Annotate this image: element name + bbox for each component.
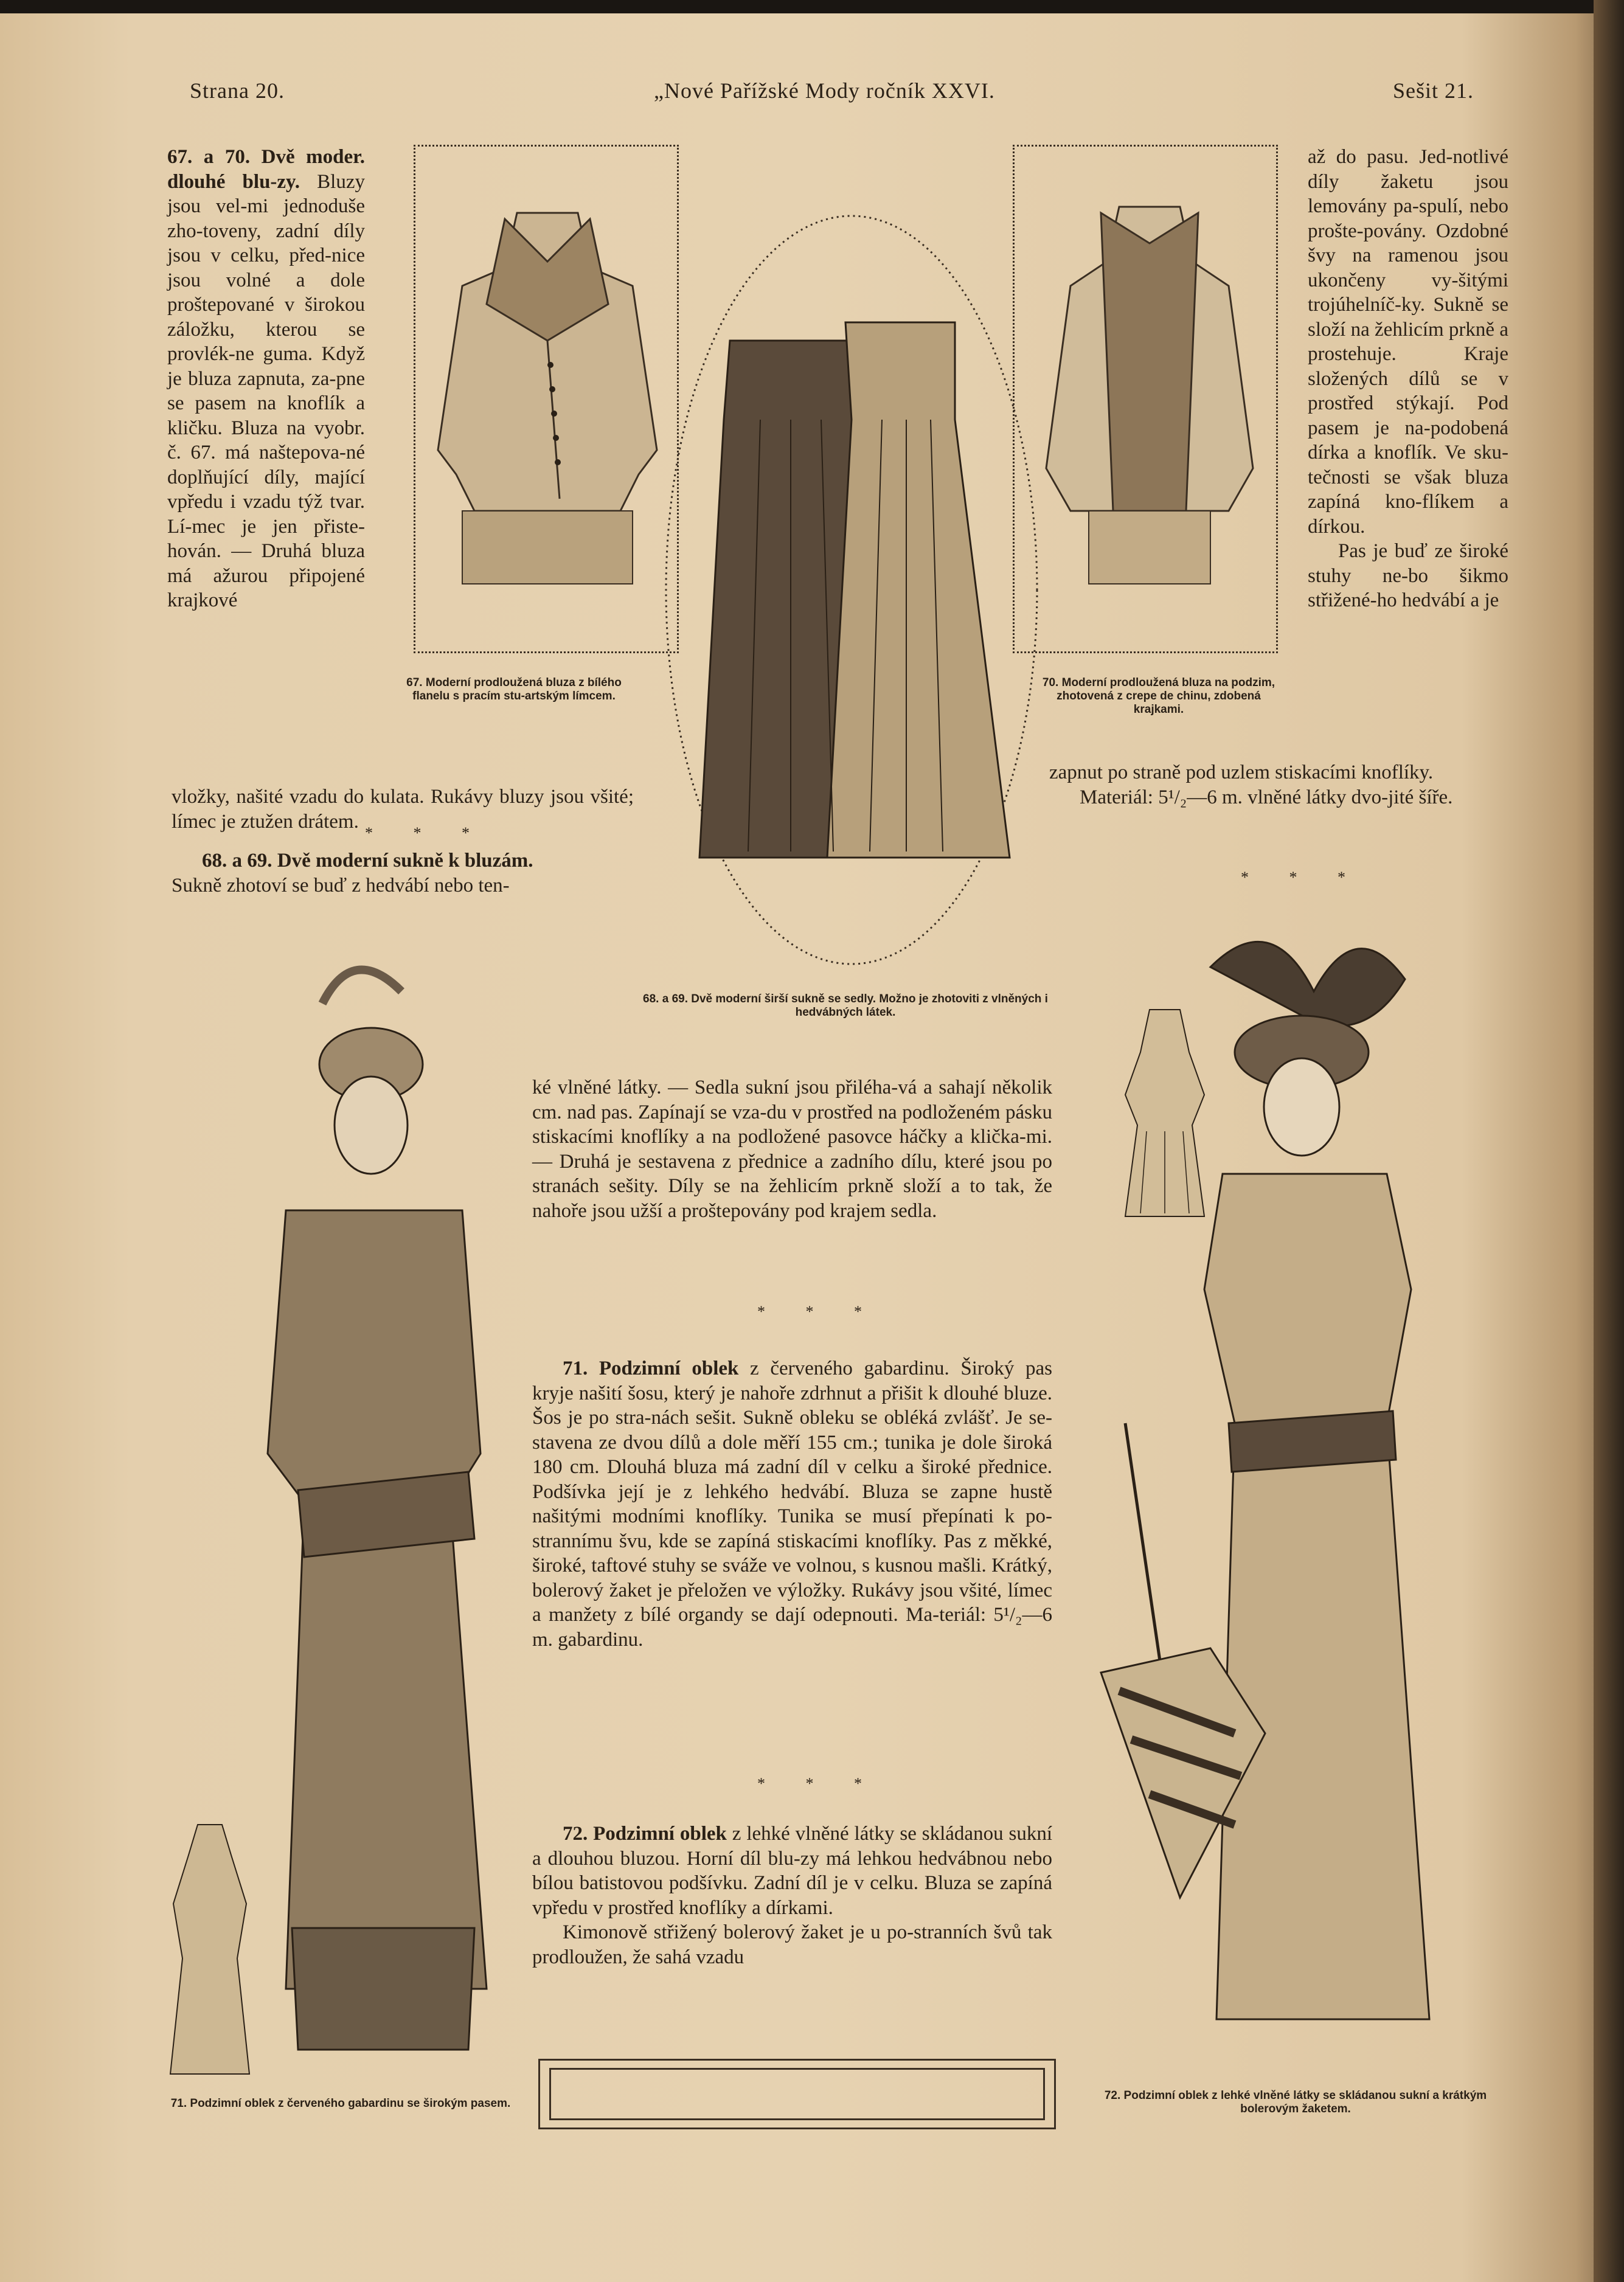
- figure-72-back-view: [1113, 1004, 1216, 1222]
- figure-67-caption: 67. Moderní prodloužená bluza z bílého flanelu s pracím stu-artským límcem.: [406, 676, 622, 702]
- figure-71-caption: 71. Podzimní oblek z červeného gabardinu se širokým pasem.: [170, 2097, 511, 2110]
- section-68-69-body: Sukně zhotoví se buď z hedvábí nebo ten-: [172, 874, 510, 896]
- section-71-title: 71. Podzimní oblek: [563, 1358, 739, 1379]
- section-67-70-end: vložky, našité vzadu do kulata. Rukávy bluzy jsou všité; límec je ztužen drátem.: [172, 786, 634, 833]
- figure-68-69-caption: 68. a 69. Dvě moderní širší sukně se sedly. Možno je zhotoviti z vlněných i hedvábných látek.: [643, 993, 1048, 1019]
- figure-72-caption: 72. Podzimní oblek z lehké vlněné látky se skládanou sukní a krátkým bolerovým žaketem.: [1104, 2089, 1487, 2115]
- section-70-pas-end: zapnut po straně pod uzlem stiskacími knoflíky.: [1049, 761, 1434, 783]
- section-70-pas: Pas je buď ze široké stuhy ne-bo šikmo střižené-ho hedvábí a je: [1308, 540, 1508, 611]
- figure-71-back-view: [164, 1819, 255, 2080]
- section-71-body: z červeného gabardinu. Široký pas kryje našití šosu, který je nahoře zdrhnut a přišit k dlouhé bluze. Šos je po stra-nách sešit. Sukně obleku se obléká zvlášť. Je se-stavena ze dvou dílů a dole měří 155 cm.; tunika je dole široká 180 cm. Dlouhá bluza má zadní díl v celku a široké přednice. Podšívka její je z lehkého hedvábí. Bluza se zapne hustě našitými modními knoflíky. Tunika se musí přepínati k po-strannímu švu, kde se zapíná stiskacími knoflíky. Pas z měkké, široké, taftové stuhy se sváže ve volnou, s kusnou mašli. Krátký, bolerový žaket je přeložen ve výložky. Rukávy jsou všité, límec a manžety z bílé organdy se dají odepnouti. Ma-teriál: 5¹/₂—6 m. gabardinu.: [532, 1358, 1053, 1651]
- section-70-body: až do pasu. Jed-notlivé díly žaketu jsou lemovány pa-spulí, nebo prošte-povány. Ozdobné švy na ramenou jsou ukončeny vy-šitými trojúhelníč-ky. Sukně se složí na žehlicím prkně a prostehuje. Kraje složených dílů se v prostřed stýkají. Pod pasem je na-podobená dírka a knoflík. Ve sku-tečnosti se však bluza zapíná kno-flíkem a dírkou.: [1308, 146, 1508, 538]
- right-column-text-wide: [1049, 760, 1508, 810]
- right-column-text: [1308, 145, 1508, 613]
- journal-title: „Nové Pařížské Mody ročník XXVI.: [654, 78, 995, 103]
- empty-box-inner: [549, 2068, 1045, 2120]
- figure-71-woman-illustration: [231, 955, 517, 2092]
- separator-stars-center-1: * * *: [757, 1303, 880, 1320]
- section-68-69: [172, 848, 634, 898]
- scan-right-edge: [1594, 0, 1624, 2282]
- section-72-body: z lehké vlněné látky se skládanou sukní a dlouhou bluzou. Horní díl blu-zy má lehkou hedvábnou nebo bílou batistovou podšívku. Zadní díl je v celku. Bluza se zapíná vpředu v prostřed knoflíky a dírkami.: [532, 1823, 1052, 1919]
- separator-stars-center-2: * * *: [757, 1775, 880, 1792]
- section-72-continued: Kimonově střižený bolerový žaket je u po-stranních švů tak prodloužen, že sahá vzadu: [532, 1921, 1052, 1968]
- figure-70-blouse-illustration: [1034, 195, 1265, 596]
- page-number: Strana 20.: [190, 78, 285, 103]
- figure-68-69-skirts-illustration: [687, 286, 1028, 870]
- separator-stars-right: * * *: [1241, 869, 1364, 886]
- issue-number: Sešit 21.: [1393, 78, 1474, 103]
- figure-70-caption: 70. Moderní prodloužená bluza na podzim, zhotovená z crepe de chinu, zdobená krajkami.: [1042, 676, 1275, 716]
- figure-67-blouse-illustration: [426, 195, 669, 596]
- section-72-title: 72. Podzimní oblek: [563, 1823, 727, 1845]
- section-68-69-continued: ké vlněné látky. — Sedla sukní jsou přiléha-vá a sahají několik cm. nad pas. Zapínají se vza-du v prostřed na podloženém pásku stiskacími knoflíky a na podložené pasovce háčky a klička-mi. — Druhá je sestavena z přednice a zadního dílu, které jsou po stranách sešity. Díly se na žehlicím prkně složí a to tak, že nahoře jsou užší a proštepovány pod krajem sedla.: [532, 1077, 1052, 1222]
- section-72: [532, 1822, 1052, 1969]
- separator-stars: * * *: [365, 824, 488, 842]
- section-67-70-title: 67. a 70. Dvě moder. dlouhé blu-zy.: [167, 146, 365, 193]
- scan-top-edge: [0, 0, 1624, 13]
- center-column-text: [532, 1075, 1052, 1223]
- section-70-material: Materiál: 5¹/₂—6 m. vlněné látky dvo-jité šíře.: [1080, 786, 1453, 808]
- section-67-70-body: Bluzy jsou vel-mi jednoduše zho-toveny, zadní díly jsou v celku, před-nice jsou volné a dole proštepované v širokou záložku, kterou se provlék-ne guma. Když je bluza zapnuta, za-pne se pasem na knoflík a kličku. Bluza na vyobr. č. 67. má naštepova-né doplňující díly, mající vpředu i vzadu týž tvar. Lí-mec je jen přiste-hován. — Druhá bluza má ažurou připojené krajkové: [167, 170, 365, 611]
- section-68-69-title: 68. a 69. Dvě moderní sukně k bluzám.: [202, 850, 533, 872]
- section-71: [532, 1356, 1052, 1652]
- left-column-text: [167, 145, 365, 613]
